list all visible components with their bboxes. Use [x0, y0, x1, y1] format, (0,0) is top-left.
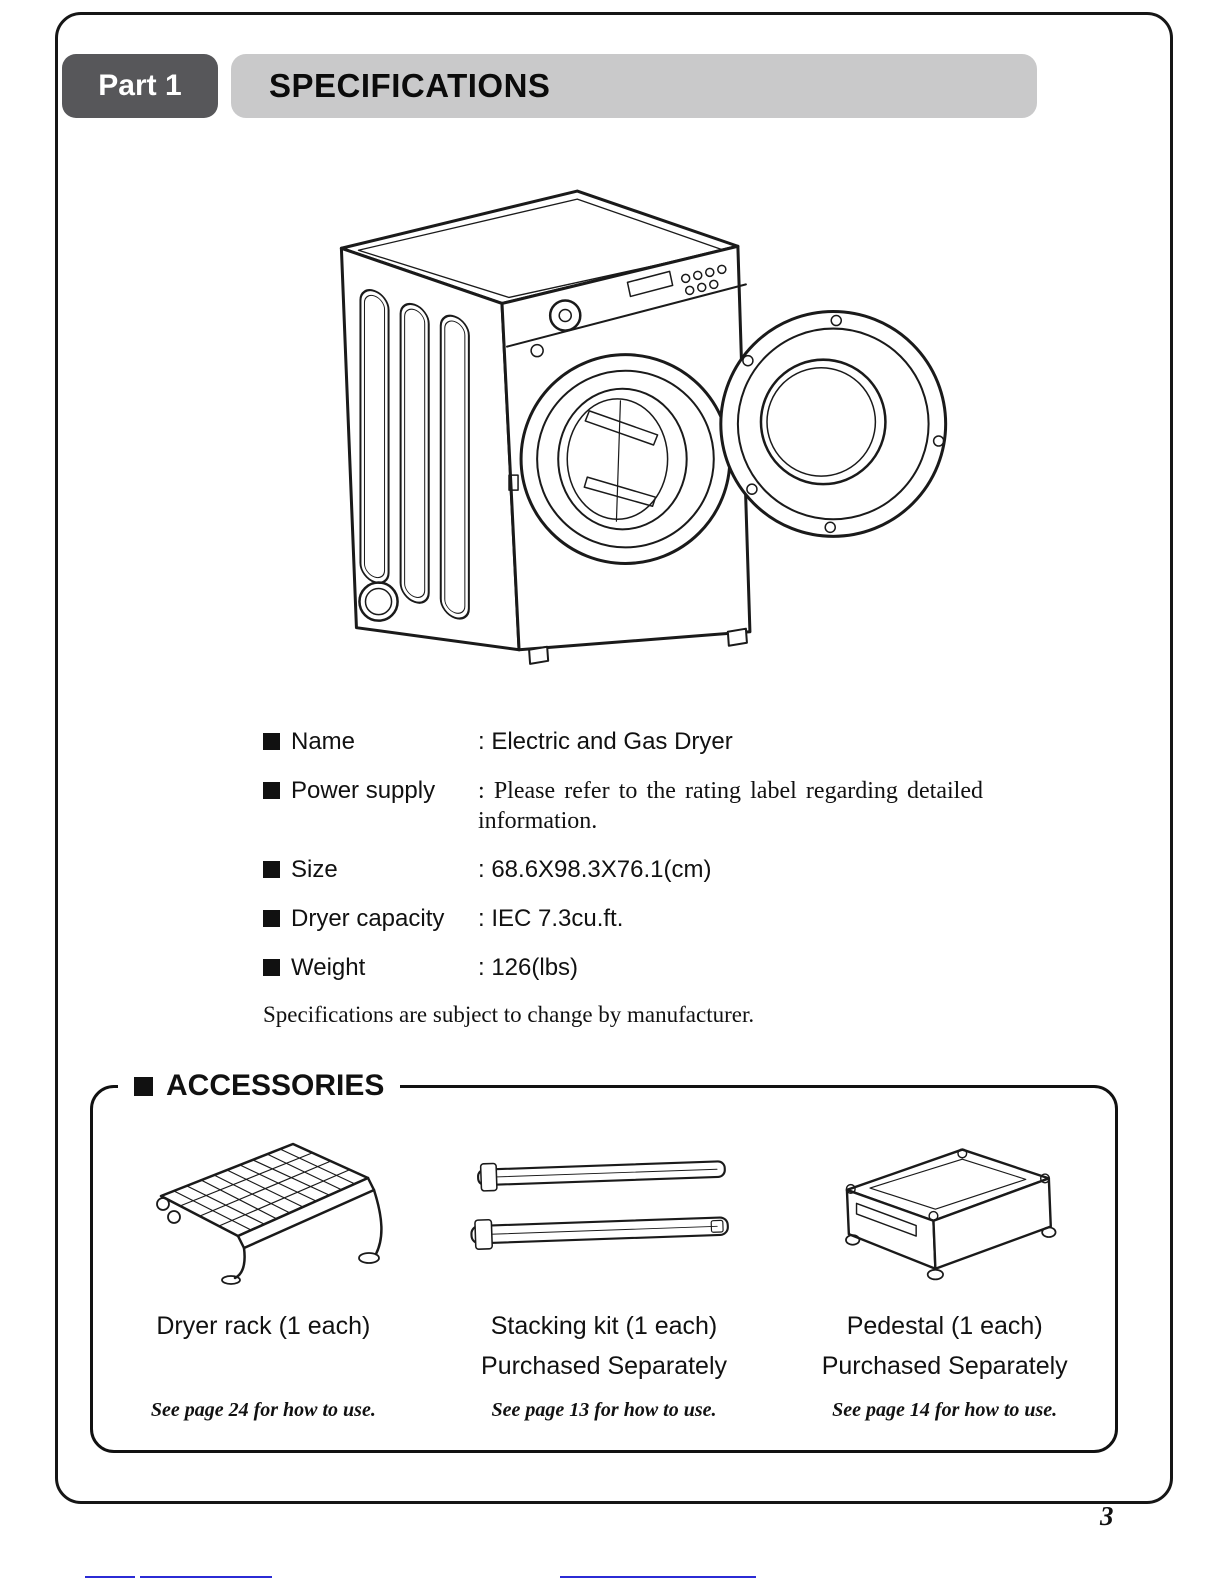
spec-label — [263, 776, 478, 836]
spec-label-text: Size — [291, 856, 338, 883]
part-label-badge — [62, 54, 218, 118]
accessories-columns — [93, 1088, 1115, 1450]
spec-label-text: Name — [291, 728, 356, 755]
square-bullet-icon — [263, 959, 280, 976]
spec-label — [263, 727, 478, 757]
spec-value: : IEC 7.3cu.ft. — [478, 905, 624, 932]
dryer-rack-illustration — [143, 1114, 383, 1312]
accessory-purchase-label: Purchased Separately — [821, 1352, 1068, 1380]
accessories-title — [118, 1066, 400, 1106]
scan-artifact-line — [140, 1576, 272, 1578]
accessory-caption: Stacking kit (1 each) — [490, 1312, 718, 1340]
accessory-pedestal — [774, 1114, 1115, 1450]
pedestal-illustration — [820, 1114, 1070, 1312]
spec-value: : Electric and Gas Dryer — [478, 728, 733, 755]
accessory-note: See page 14 for how to use. — [832, 1399, 1058, 1421]
spec-label — [263, 855, 478, 885]
accessory-caption: Dryer rack (1 each) — [156, 1312, 371, 1340]
square-bullet-icon — [263, 733, 280, 750]
spec-label-text: Dryer capacity — [291, 905, 445, 932]
spec-list — [263, 727, 1003, 1028]
accessory-note: See page 24 for how to use. — [150, 1399, 376, 1421]
spec-value: : 68.6X98.3X76.1(cm) — [478, 856, 712, 883]
spec-row-size — [263, 855, 1003, 885]
spec-label-text: Power supply — [291, 777, 436, 804]
spec-label — [263, 904, 478, 934]
part-label: Part 1 — [98, 69, 182, 102]
page-title: SPECIFICATIONS — [269, 67, 551, 104]
accessory-stacking-kit — [434, 1114, 775, 1450]
dryer-rack-svg — [143, 1126, 383, 1301]
spec-label-text: Weight — [291, 954, 366, 981]
stacking-kit-svg — [454, 1148, 754, 1279]
section-title-bar — [231, 54, 1037, 118]
page-number: 3 — [1100, 1501, 1114, 1531]
spec-row-capacity — [263, 904, 1003, 934]
accessory-purchase-label: Purchased Separately — [481, 1352, 727, 1380]
dryer-illustration — [325, 178, 950, 710]
spec-row-power — [263, 776, 1003, 836]
pedestal-svg — [820, 1134, 1070, 1293]
accessory-dryer-rack — [93, 1114, 434, 1450]
accessories-title-text: ACCESSORIES — [166, 1069, 385, 1102]
open-door-outer — [721, 312, 946, 537]
dryer-drawing-svg — [325, 178, 950, 710]
spec-row-name — [263, 727, 1003, 757]
spec-disclaimer: Specifications are subject to change by manufacturer. — [263, 1002, 755, 1027]
square-bullet-icon — [263, 910, 280, 927]
accessory-note: See page 13 for how to use. — [491, 1399, 717, 1421]
square-bullet-icon — [263, 861, 280, 878]
spec-label — [263, 953, 478, 983]
stacking-kit-illustration — [454, 1114, 754, 1312]
spec-value: : 126(lbs) — [478, 954, 579, 981]
square-bullet-icon — [263, 782, 280, 799]
scan-artifact-line — [85, 1576, 135, 1578]
scan-artifact-line — [560, 1576, 756, 1578]
accessory-caption: Pedestal (1 each) — [846, 1312, 1043, 1340]
square-bullet-icon — [134, 1077, 153, 1096]
spec-value: : Please refer to the rating label regarding detailed information. — [478, 778, 983, 834]
dryer-side-face — [341, 248, 519, 650]
accessories-box — [90, 1085, 1118, 1453]
spec-row-weight — [263, 953, 1003, 983]
